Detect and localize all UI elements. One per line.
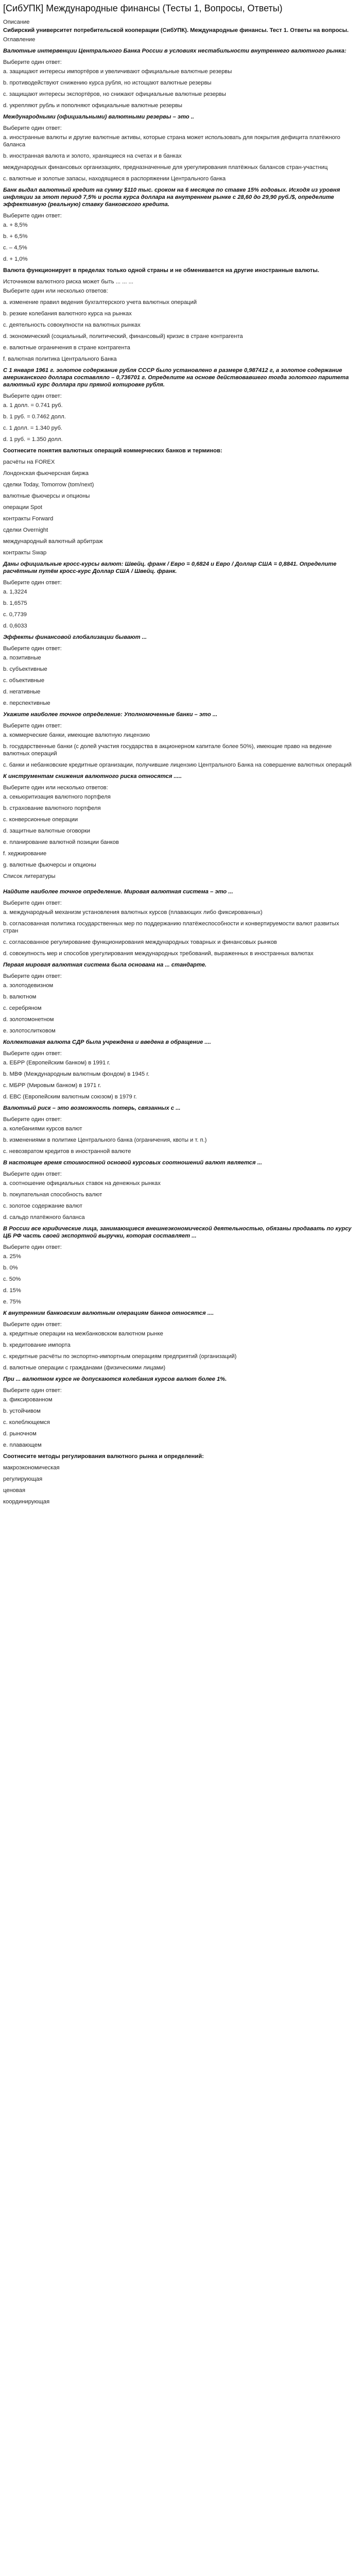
answer-option[interactable]: координирующая [3, 1499, 50, 1505]
answer-option[interactable]: f. хеджирование [3, 851, 47, 857]
question-text: Эффекты финансовой глобализации бывают ... [3, 634, 147, 640]
answer-option[interactable]: контракты Forward [3, 516, 54, 522]
answer-option[interactable]: a. ЕБРР (Европейским банком) в 1991 г. [3, 1060, 111, 1066]
page-title: [СибУПК] Международные финансы (Тесты 1, Вопросы, Ответы) [3, 3, 283, 13]
answer-prompt: Выберите один или несколько ответов: [3, 785, 108, 791]
answer-option[interactable]: d. рыночном [3, 1431, 37, 1437]
answer-option[interactable]: c. невозвратом кредитов в иностранной валюте [3, 1148, 131, 1155]
answer-option[interactable]: b. страхование валютного портфеля [3, 805, 101, 811]
answer-option[interactable]: b. + 6,5% [3, 233, 28, 240]
answer-prompt: Выберите один ответ: [3, 1171, 62, 1177]
question-text: Валютный риск – это возможность потерь, связанных с ... [3, 1105, 181, 1111]
answer-option[interactable]: b. противодействуют снижению курса рубля, но истощают валютные резервы [3, 80, 212, 86]
section-label: Оглавление [3, 37, 36, 43]
question-text: При ... валютном курсе не допускаются колебания курсов валют более 1%. [3, 1376, 227, 1382]
question-text: Международными (официальными) валютными резервы – это .. [3, 114, 194, 120]
question-text: В России все юридические лица, занимающиеся внешнеэкономической деятельностью, обязаны продавать по курсу ЦБ РФ часть своей экспортной выручки, которая составляет ... [3, 1226, 352, 1239]
question-text: К внутренним банковским валютным операциям банков относятся .... [3, 1310, 214, 1316]
answer-option[interactable]: b. покупательная способность валют [3, 1192, 102, 1198]
answer-option[interactable]: a. международный механизм установления валютных курсов (плавающих либо фиксированных) [3, 909, 263, 916]
question-text: Валюта функционирует в пределах только одной страны и не обменивается на другие иностранные валюты. [3, 267, 319, 274]
answer-option[interactable]: c. объективные [3, 677, 45, 684]
answer-option[interactable]: c. колеблющемся [3, 1419, 50, 1426]
answer-option[interactable]: e. валютные ограничения в стране контрагента [3, 345, 130, 351]
question-text: Соотнесите понятия валютных операций коммерческих банков и терминов: [3, 448, 222, 454]
answer-option[interactable]: b. согласованная политика государственных мер по поддержанию платёжеспособности и конвертируемости валют развитых стран [3, 921, 339, 934]
answer-option[interactable]: a. изменение правил ведения бухгалтерского учета валютных операций [3, 299, 197, 306]
question-block [3, 634, 358, 707]
answer-prompt: Выберите один ответ: [3, 580, 62, 586]
question-text: Даны официальные кросс-курсы валют: Швейц. франк / Евро = 0,6824 и Евро / Доллар США = 0,8841. Определите расчётным путём кросс-курс Доллар США / Швейц. франк. [3, 561, 337, 574]
answer-option[interactable]: a. 25% [3, 1253, 21, 1260]
answer-option[interactable]: e. плавающем [3, 1442, 42, 1448]
answer-option[interactable]: e. планирование валютной позиции банков [3, 839, 119, 845]
answer-option[interactable]: макроэкономическая [3, 1465, 60, 1471]
answer-option[interactable]: сделки Today, Tomorrow (tom/next) [3, 482, 94, 488]
answer-option[interactable]: a. позитивные [3, 655, 41, 661]
answer-option[interactable]: d. ЕВС (Европейским валютным союзом) в 1979 г. [3, 1094, 137, 1100]
answer-prompt: Выберите один ответ: [3, 1387, 62, 1394]
answer-option[interactable]: a. фиксированном [3, 1397, 53, 1403]
question-text: К инструментам снижения валютного риска относятся ..... [3, 773, 182, 779]
answer-option[interactable]: c. 0,7739 [3, 612, 27, 618]
question-block [3, 113, 358, 182]
questions-list [3, 47, 358, 1505]
question-block [3, 873, 358, 884]
answer-option[interactable]: регулирующая [3, 1476, 43, 1482]
question-block [3, 961, 358, 1035]
answer-option[interactable]: e. 75% [3, 1299, 21, 1305]
answer-option[interactable]: b. 0% [3, 1265, 18, 1271]
answer-option[interactable]: d. золотомонетном [3, 1016, 54, 1023]
answer-option[interactable]: a. секьюритизация валютного портфеля [3, 794, 111, 800]
answer-option[interactable]: d. экономический (социальный, политический, финансовый) кризис в стране контрагента [3, 333, 243, 340]
answer-option[interactable]: e. перспективные [3, 700, 50, 706]
answer-option[interactable]: c. золотое содержание валют [3, 1203, 82, 1209]
question-block [3, 187, 358, 263]
answer-option[interactable]: валютные фьючерсы и опционы [3, 493, 90, 499]
answer-option[interactable]: c. 1 долл. = 1.340 руб. [3, 425, 62, 431]
question-block [3, 47, 358, 109]
answer-option[interactable]: b. МВФ (Международным валютным фондом) в 1945 г. [3, 1071, 150, 1077]
answer-option[interactable]: d. 0,6033 [3, 623, 27, 629]
answer-option[interactable]: c. МБРР (Мировым банком) в 1971 г. [3, 1082, 101, 1089]
answer-option[interactable]: ценовая [3, 1487, 26, 1494]
answer-prompt: Выберите один ответ: [3, 1321, 62, 1328]
question-block [3, 711, 358, 769]
answer-option[interactable]: c. деятельность совокупности на валютных рынках [3, 322, 141, 328]
meta-block [3, 19, 358, 43]
answer-option[interactable]: b. субъективные [3, 666, 47, 672]
answer-option[interactable]: e. золотослитковом [3, 1028, 56, 1034]
answer-prompt: Выберите один ответ: [3, 1244, 62, 1250]
answer-option[interactable]: a. иностранные валюты и другие валютные активы, которые страна может использовать для покрытия дефицита платёжного баланса [3, 134, 340, 148]
question-text: Валютные интервенции Центрального Банка России в условиях нестабильности внутреннего валютного рынка: [3, 48, 347, 54]
answer-option[interactable]: b. иностранная валюта и золото, хранящиеся на счетах и в банках [3, 153, 182, 159]
answer-option[interactable]: a. соотношение официальных ставок на денежных рынках [3, 1180, 161, 1187]
answer-option[interactable]: международных финансовых организациях, предназначенные для урегулирования платёжных балансов стран-участниц [3, 164, 328, 171]
answer-option[interactable]: Выберите один или несколько ответов: [3, 288, 108, 294]
answer-option[interactable]: расчёты на FOREX [3, 459, 55, 465]
question-text: Список литературы [3, 873, 56, 879]
question-block [3, 1039, 358, 1100]
question-text: Банк выдал валютный кредит на сумму $110 тыс. сроком на 6 месяцев по ставке 15% годовых. Исходя из уровня инфляции за этот период 7,5% и роста курса доллара на внутреннем рынке с 28,60 до 29,90 руб./$, определите эффективную (реальную) ставку банковского кредита. [3, 187, 340, 208]
question-block [3, 1105, 358, 1155]
answer-option[interactable]: d. + 1,0% [3, 256, 28, 262]
answer-option[interactable]: a. коммерческие банки, имеющие валютную лицензию [3, 732, 150, 738]
answer-prompt: Выберите один ответ: [3, 125, 62, 131]
question-block [3, 1310, 358, 1371]
question-block [3, 267, 358, 363]
answer-option[interactable]: b. валютном [3, 994, 37, 1000]
answer-option[interactable]: b. устойчивом [3, 1408, 41, 1414]
answer-option[interactable]: контракты Swap [3, 550, 47, 556]
question-text: С 1 января 1961 г. золотое содержание рубля СССР было установлено в размере 0,987412 г, а золотое содержание американского доллара составляло – 0,736701 г. Определите на основе действовавшего тогда золотого паритета валютный курс доллара при прямой котировке рубля. [3, 367, 349, 388]
answer-option[interactable]: Лондонская фьючерсная биржа [3, 470, 89, 477]
answer-option[interactable]: b. государственные банки (с долей участия государства в акционерном капитале более 50%), имеющие право на ведение валютных операций [3, 743, 332, 757]
answer-prompt: Источником валютного риска может быть ... ... ... [3, 279, 133, 285]
answer-option[interactable]: a. + 8,5% [3, 222, 28, 228]
question-block [3, 1453, 358, 1505]
answer-option[interactable]: a. кредитные операции на межбанковском валютном рынке [3, 1331, 163, 1337]
answer-option[interactable]: международный валютный арбитраж [3, 538, 103, 545]
answer-option[interactable]: g. валютные фьючерсы и опционы [3, 862, 96, 868]
answer-option[interactable]: d. укрепляют рубль и пополняют официальные валютные резервы [3, 103, 182, 109]
answer-option[interactable]: c. – 4,5% [3, 245, 27, 251]
answer-option[interactable]: b. изменениями в политике Центрального банка (ограничения, квоты и т. п.) [3, 1137, 207, 1143]
question-text: В настоящее время стоимостной основой курсовых соотношений валют является ... [3, 1160, 262, 1166]
question-text: Соотнесите методы регулирования валютного рынка и определений: [3, 1453, 204, 1460]
answer-option[interactable]: сделки Overnight [3, 527, 48, 533]
section-label: Описание [3, 19, 30, 25]
answer-option[interactable]: c. конверсионные операции [3, 817, 78, 823]
answer-option[interactable]: c. 50% [3, 1276, 21, 1282]
answer-prompt: Выберите один ответ: [3, 973, 62, 979]
question-text: Коллективная валюта СДР была учреждена и введена в обращение .... [3, 1039, 211, 1045]
question-text: Укажите наиболее точное определение: Уполномоченные банки – это ... [3, 711, 218, 718]
answer-prompt: Выберите один ответ: [3, 646, 62, 652]
answer-prompt: Выберите один ответ: [3, 1050, 62, 1057]
answer-option[interactable]: a. 1,3224 [3, 589, 27, 595]
answer-option[interactable]: d. негативные [3, 689, 41, 695]
answer-option[interactable]: d. сальдо платёжного баланса [3, 1214, 85, 1221]
answer-option[interactable]: d. защитные валютные оговорки [3, 828, 90, 834]
description-text: Сибирский университет потребительской кооперации (СибУПК). Международные финансы. Тест 1. Ответы на вопросы. [3, 27, 349, 33]
question-text: Найдите наиболее точное определение. Мировая валютная система – это ... [3, 889, 233, 895]
answer-option[interactable]: b. резкие колебания валютного курса на рынках [3, 311, 132, 317]
answer-option[interactable]: операции Spot [3, 504, 42, 511]
question-block [3, 1376, 358, 1449]
question-block [3, 561, 358, 630]
answer-option[interactable]: c. банки и небанковские кредитные организации, получившие лицензию Центрального Банка на совершение валютных операций [3, 762, 352, 768]
answer-option[interactable]: a. колебаниями курсов валют [3, 1126, 82, 1132]
answer-option[interactable]: c. серебряном [3, 1005, 42, 1011]
question-block [3, 447, 358, 556]
answer-option[interactable]: f. валютная политика Центрального Банка [3, 356, 117, 362]
answer-option[interactable]: c. защищают интересы экспортёров, но снижают официальные валютные резервы [3, 91, 226, 97]
answer-option[interactable]: d. валютные операции с гражданами (физическими лицами) [3, 1365, 166, 1371]
answer-prompt: Выберите один ответ: [3, 1116, 62, 1123]
question-text: Первая мировая валютная система была основана на ... стандарте. [3, 962, 207, 968]
answer-option[interactable]: c. кредитные расчёты по экспортно-импортным операциям предприятий (организаций) [3, 1353, 237, 1360]
question-block [3, 773, 358, 869]
answer-prompt: Выберите один ответ: [3, 900, 62, 906]
answer-option[interactable]: d. совокупность мер и способов урегулирования международных требований, выраженных в иностранных валютах [3, 951, 314, 957]
answer-option[interactable]: c. валютные и золотые запасы, находящиеся в распоряжении Центрального банка [3, 176, 226, 182]
answer-option[interactable]: a. 1 долл. = 0.741 руб. [3, 402, 63, 409]
answer-prompt: Выберите один ответ: [3, 213, 62, 219]
question-block [3, 888, 358, 957]
answer-option[interactable]: d. 1 руб. = 1.350 долл. [3, 436, 63, 443]
answer-option[interactable]: b. 1,6575 [3, 600, 27, 606]
answer-option[interactable]: a. защищают интересы импортёров и увеличивают официальные валютные резервы [3, 69, 232, 75]
question-block [3, 1225, 358, 1306]
question-block [3, 367, 358, 443]
answer-option[interactable]: b. кредитование импорта [3, 1342, 71, 1348]
answer-option[interactable]: b. 1 руб. = 0.7462 долл. [3, 414, 66, 420]
answer-option[interactable]: a. золотодевизном [3, 982, 54, 989]
answer-option[interactable]: d. 15% [3, 1287, 21, 1294]
answer-option[interactable]: c. согласованное регулирование функционирования международных товарных и финансовых рынков [3, 939, 277, 945]
question-block [3, 1159, 358, 1221]
answer-prompt: Выберите один ответ: [3, 723, 62, 729]
answer-prompt: Выберите один ответ: [3, 59, 62, 65]
answer-prompt: Выберите один ответ: [3, 393, 62, 399]
